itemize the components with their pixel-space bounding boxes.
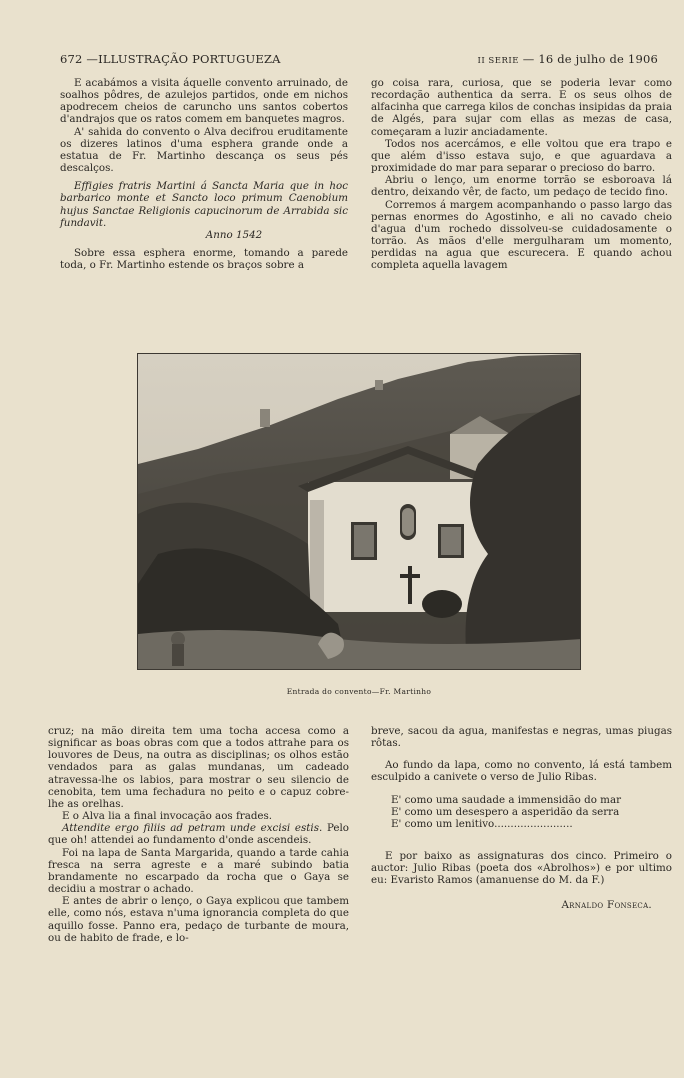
verse-block	[371, 794, 672, 830]
convent-photograph	[137, 353, 581, 670]
paragraph	[48, 822, 349, 846]
paragraph: Ao fundo da lapa, como no convento, lá está tambem esculpido a canivete o verso de Julio Ribas.	[371, 759, 672, 784]
series-label: II SERIE	[477, 56, 519, 66]
paragraph: E antes de abrir o lenço, o Gaya explicou que tambem elle, como nós, estava n'uma ignorancia completa do que aquillo fosse. Panno era, pedaço de turbante de moura, ou de habito de frade, e lo-	[48, 895, 349, 944]
invocation-translation: Pelo que oh! attendei ao fundamento d'onde ascendeis.	[48, 822, 350, 847]
paragraph: Foi na lapa de Santa Margarida, quando a tarde cahia fresca na serra agreste e a maré subindo batia brandamente no escarpado da rocha que o Gaya se decidiu a mostrar o achado.	[48, 846, 349, 896]
paragraph: E acabámos a visita áquelle convento arruinado, de soalhos pôdres, de azulejos partidos, onde em nichos apodrecem cheios de caruncho uns santos cobertos d'andrajos que os ratos comem em banquetes magros.	[60, 77, 348, 126]
photograph-convent-entrance-icon	[138, 354, 581, 670]
paragraph: E por baixo as assignaturas dos cinco. Primeiro o auctor: Julio Ribas (poeta dos «Abrolhos») e por ultimo eu: Evaristo Ramos (amanuense do M. da F.)	[371, 850, 672, 887]
latin-invocation: Attendite ergo filiis ad petram unde excisi estis.	[62, 822, 323, 835]
column-top-left	[60, 77, 348, 271]
paragraph: A' sahida do convento o Alva decifrou eruditamente os dizeres latinos d'uma esphera grande onde a estatua de Fr. Martinho descança os seus pés descalços.	[60, 125, 348, 175]
page-header	[60, 52, 658, 68]
latin-inscription: Effigies fratris Martini á Sancta Maria que in hoc barbarico monte et Sancto loco primum Caenobium hujus Sanctae Religionis capucinorum de Arrabida sic fundavit.	[60, 180, 348, 229]
column-top-right	[371, 77, 672, 272]
paragraph: Abriu o lenço, um enorme torrão se esboroava lá dentro, deixando vêr, de facto, um pedaço de tecido fino.	[371, 174, 672, 199]
paragraph: Corremos á margem acompanhando o passo largo das pernas enormes do Agostinho, e ali no cavado cheio d'agua d'um rochedo dissolveu-se cuidadosamente o torrão. As mãos d'elle mergulharam um momento, perdidas na agua que escurecera. E quando achou completa aquella lavagem	[371, 198, 672, 272]
inscription-year: Anno 1542	[205, 228, 263, 241]
page-number-title: 672 —ILLUSTRAÇÃO PORTUGUEZA	[60, 52, 281, 66]
verse-line: E' como uma saudade a immensidão do mar	[391, 793, 622, 806]
date-label: — 16 de julho de 1906	[522, 52, 658, 66]
paragraph: Todos nos acercámos, e elle voltou que era trapo e que além d'isso estava sujo, e que aguardava a proximidade do mar para separar o precioso do barro.	[371, 137, 672, 175]
paragraph: cruz; na mão direita tem uma tocha accesa como a significar as boas obras com que a todos attrahe para os louvores de Deus, na outra as disciplinas; os olhos estão vendados para as galas mundanas, um cadeado atravessa-lhe os labios, para mostrar o seu silencio de cenobita, tem uma fechadura no peito e o capuz cobre-lhe as orelhas.	[48, 725, 349, 810]
column-bottom-left	[48, 725, 349, 944]
verse-line: E' como um lenitivo........................	[391, 817, 573, 830]
author-signature: Arnaldo Fonseca.	[561, 898, 652, 911]
verse-line: E' como um desespero a asperidão da serra	[391, 805, 620, 818]
paragraph: go coisa rara, curiosa, que se poderia levar como recordação authentica da serra. E os seus olhos de alfacinha que carrega kilos de conchas insipidas da praia de Algés, para sujar com ellas as mezas de casa, começaram a luzir anciadamente.	[371, 77, 672, 138]
paragraph: breve, sacou da agua, manifestas e negras, umas piugas rôtas.	[371, 725, 672, 750]
column-bottom-right	[371, 725, 672, 911]
paragraph: E o Alva lia a final invocação aos frades.	[62, 810, 273, 823]
issue-date	[478, 52, 658, 66]
paragraph: Sobre essa esphera enorme, tomando a parede toda, o Fr. Martinho estende os braços sobre a	[60, 247, 348, 272]
photo-caption: Entrada do convento—Fr. Martinho	[286, 687, 432, 696]
